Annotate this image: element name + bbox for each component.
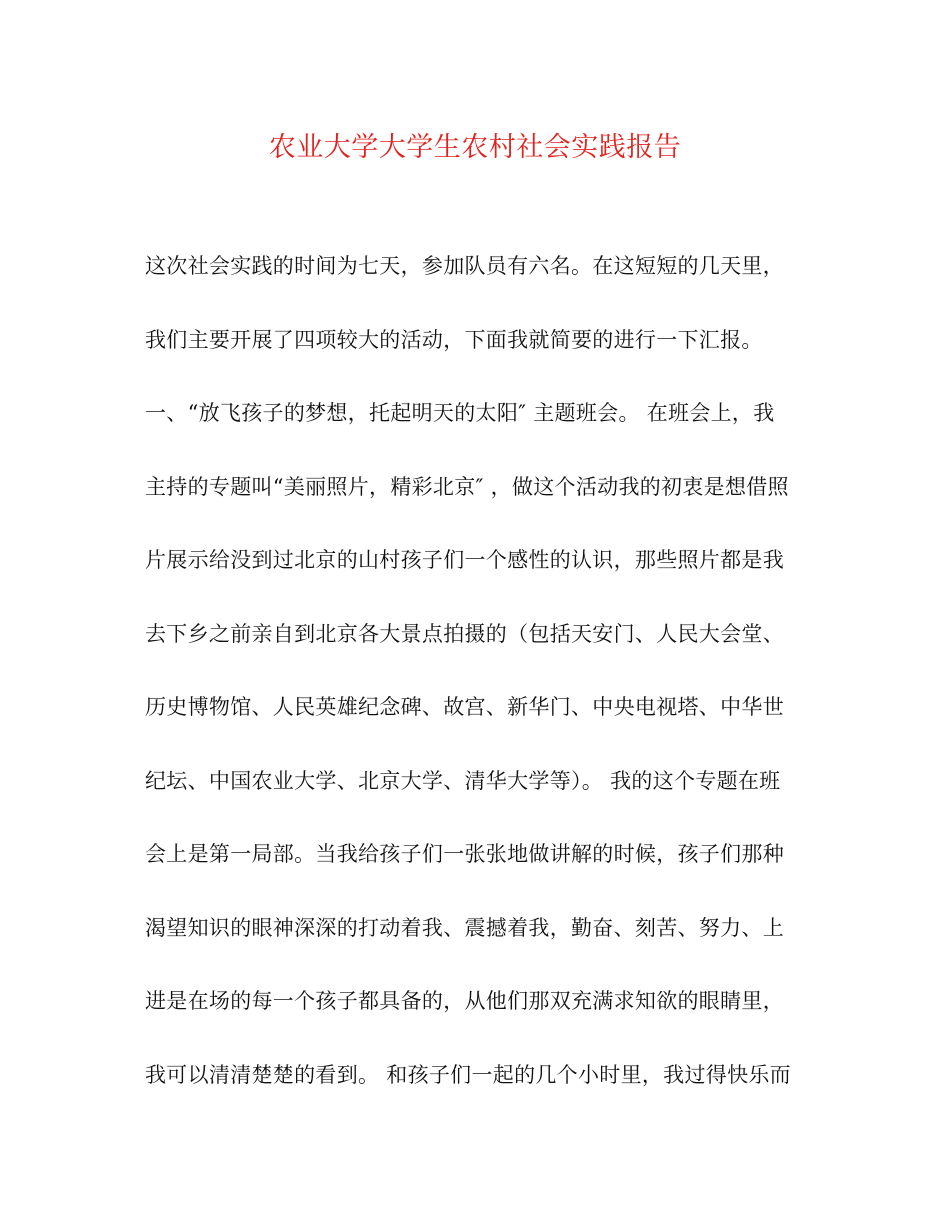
- body-line-9: 会上是第一局部。当我给孩子们一张张地做讲解的时候，孩子们那种: [145, 842, 784, 866]
- body-line-3: 一、“放飞孩子的梦想，托起明天的太阳″ 主题班会。 在班会上，我: [145, 401, 775, 425]
- body-line-5: 片展示给没到过北京的山村孩子们一个感性的认识，那些照片都是我: [145, 548, 784, 572]
- body-line-1: 这次社会实践的时间为七天，参加队员有六名。在这短短的几天里，: [145, 254, 784, 278]
- body-line-8: 纪坛、中国农业大学、北京大学、清华大学等）。 我的这个专题在班: [145, 768, 781, 793]
- document-body: [145, 230, 815, 1112]
- body-line-2: 我们主要开展了四项较大的活动，下面我就简要的进行一下汇报。: [145, 327, 763, 352]
- body-line-12: 我可以清清楚楚的看到。 和孩子们一起的几个小时里，我过得快乐而: [145, 1062, 791, 1087]
- body-line-4: 主持的专题叫“美丽照片，精彩北京″ ，做这个活动我的初衷是想借照: [145, 474, 789, 499]
- body-line-7: 历史博物馆、人民英雄纪念碑、故宫、新华门、中央电视塔、中华世: [145, 695, 784, 719]
- document-title: 农业大学大学生农村社会实践报告: [268, 132, 682, 163]
- body-line-10: 渴望知识的眼神深深的打动着我、震撼着我，勤奋、刻苦、努力、上: [145, 915, 784, 940]
- body-line-11: 进是在场的每一个孩子都具备的，从他们那双充满求知欲的眼睛里，: [145, 989, 784, 1013]
- body-line-6: 去下乡之前亲自到北京各大景点拍摄的（包括天安门、人民大会堂、: [145, 621, 784, 646]
